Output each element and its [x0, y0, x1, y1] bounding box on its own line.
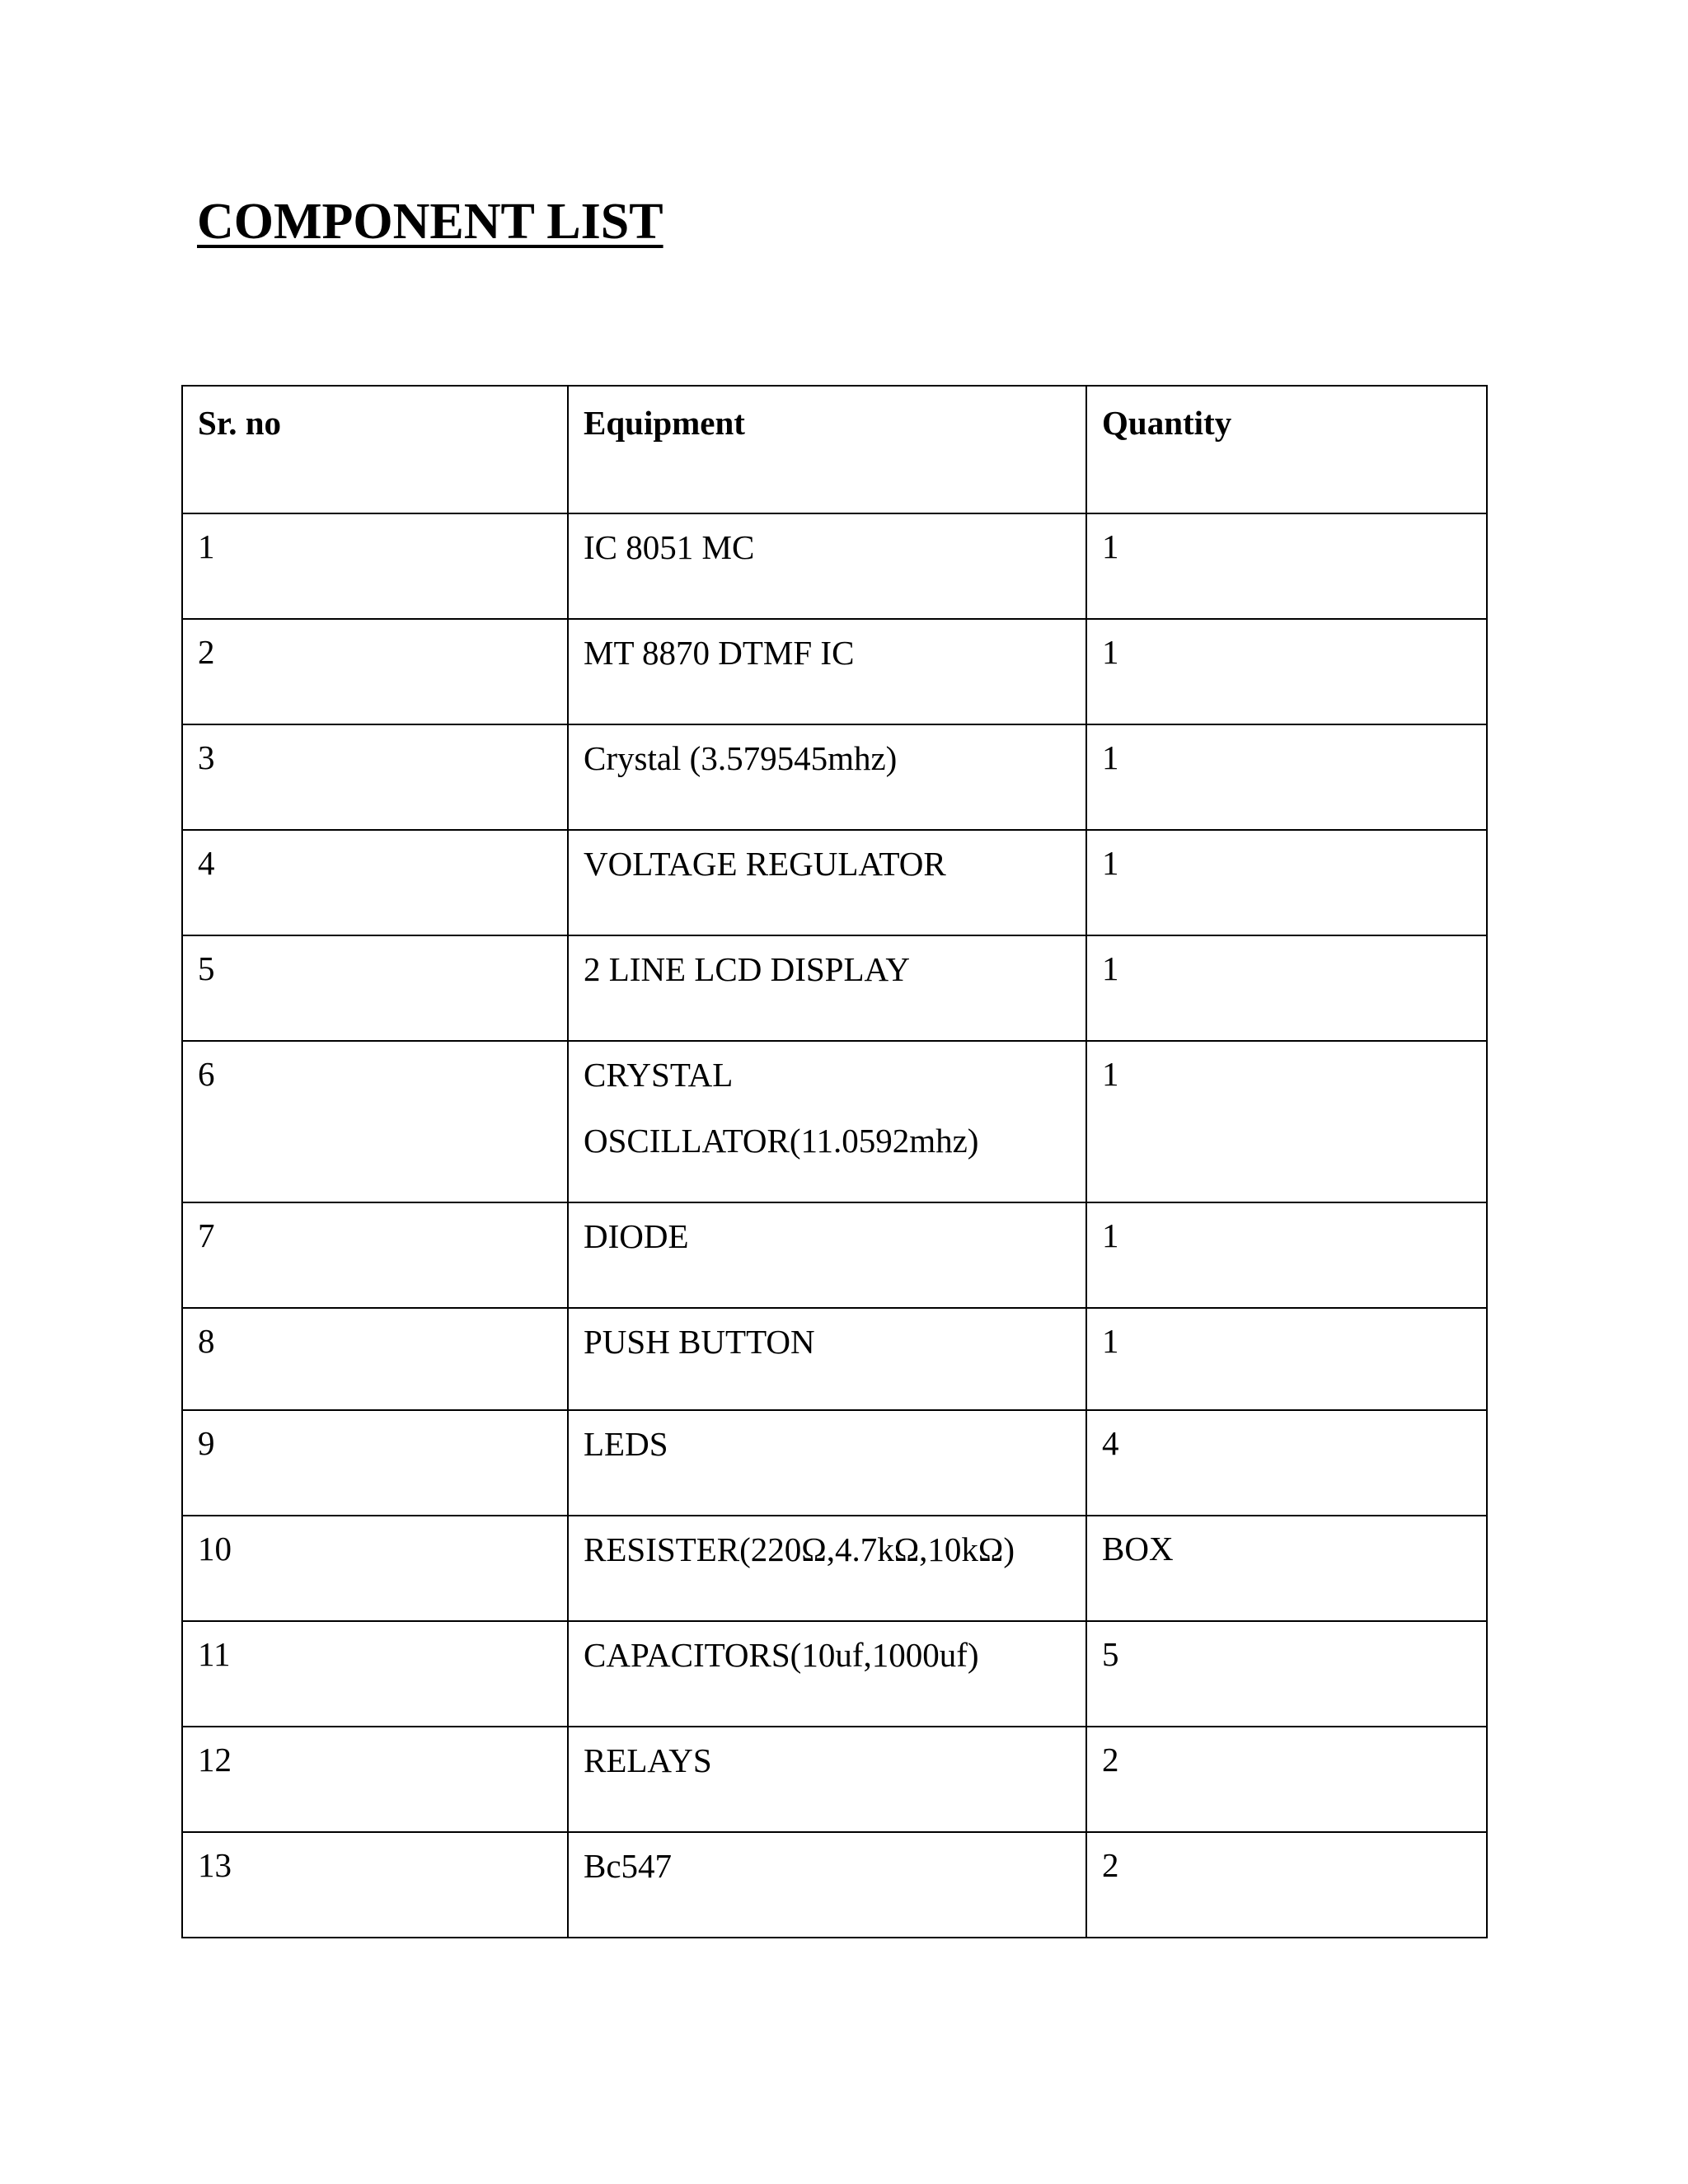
equipment-cell: Bc547 — [568, 1832, 1086, 1938]
sr-cell: 4 — [182, 830, 568, 935]
equipment-cell: RELAYS — [568, 1727, 1086, 1832]
sr-cell: 6 — [182, 1041, 568, 1202]
table-row — [182, 1832, 1487, 1938]
table-row — [182, 1041, 1487, 1202]
equipment-cell: 2 LINE LCD DISPLAY — [568, 935, 1086, 1041]
equipment-cell: VOLTAGE REGULATOR — [568, 830, 1086, 935]
sr-cell: 2 — [182, 619, 568, 724]
table-row — [182, 1410, 1487, 1516]
equipment-cell: Crystal (3.579545mhz) — [568, 724, 1086, 830]
sr-cell: 1 — [182, 513, 568, 619]
table-row — [182, 513, 1487, 619]
table-row — [182, 1516, 1487, 1621]
table-row — [182, 1727, 1487, 1832]
header-quantity: Quantity — [1086, 386, 1487, 513]
sr-cell: 12 — [182, 1727, 568, 1832]
table-row — [182, 724, 1487, 830]
page-title: COMPONENT LIST — [197, 194, 663, 250]
quantity-cell: 1 — [1086, 1041, 1487, 1202]
sr-cell: 7 — [182, 1202, 568, 1308]
quantity-cell: 1 — [1086, 935, 1487, 1041]
sr-cell: 13 — [182, 1832, 568, 1938]
table-row — [182, 1621, 1487, 1727]
sr-cell: 10 — [182, 1516, 568, 1621]
table-row — [182, 935, 1487, 1041]
header-sr-no: Sr. no — [182, 386, 568, 513]
table-row — [182, 1308, 1487, 1410]
quantity-cell: 1 — [1086, 724, 1487, 830]
table-header-row — [182, 386, 1487, 513]
quantity-cell: 1 — [1086, 1308, 1487, 1410]
quantity-cell: 4 — [1086, 1410, 1487, 1516]
equipment-cell: IC 8051 MC — [568, 513, 1086, 619]
equipment-cell: RESISTER(220Ω,4.7kΩ,10kΩ) — [568, 1516, 1086, 1621]
equipment-cell: DIODE — [568, 1202, 1086, 1308]
quantity-cell: 2 — [1086, 1832, 1487, 1938]
quantity-cell: 1 — [1086, 619, 1487, 724]
equipment-cell: PUSH BUTTON — [568, 1308, 1086, 1410]
equipment-cell: CRYSTAL OSCILLATOR(11.0592mhz) — [568, 1041, 1086, 1202]
sr-cell: 5 — [182, 935, 568, 1041]
equipment-cell: MT 8870 DTMF IC — [568, 619, 1086, 724]
quantity-cell: 5 — [1086, 1621, 1487, 1727]
quantity-cell: 1 — [1086, 830, 1487, 935]
sr-cell: 9 — [182, 1410, 568, 1516]
equipment-cell: LEDS — [568, 1410, 1086, 1516]
sr-cell: 11 — [182, 1621, 568, 1727]
quantity-cell: 1 — [1086, 513, 1487, 619]
sr-cell: 8 — [182, 1308, 568, 1410]
quantity-cell: 2 — [1086, 1727, 1487, 1832]
equipment-cell: CAPACITORS(10uf,1000uf) — [568, 1621, 1086, 1727]
sr-cell: 3 — [182, 724, 568, 830]
table-row — [182, 1202, 1487, 1308]
table-row — [182, 619, 1487, 724]
quantity-cell: 1 — [1086, 1202, 1487, 1308]
component-table — [181, 385, 1488, 1938]
header-equipment: Equipment — [568, 386, 1086, 513]
table-row — [182, 830, 1487, 935]
quantity-cell: BOX — [1086, 1516, 1487, 1621]
